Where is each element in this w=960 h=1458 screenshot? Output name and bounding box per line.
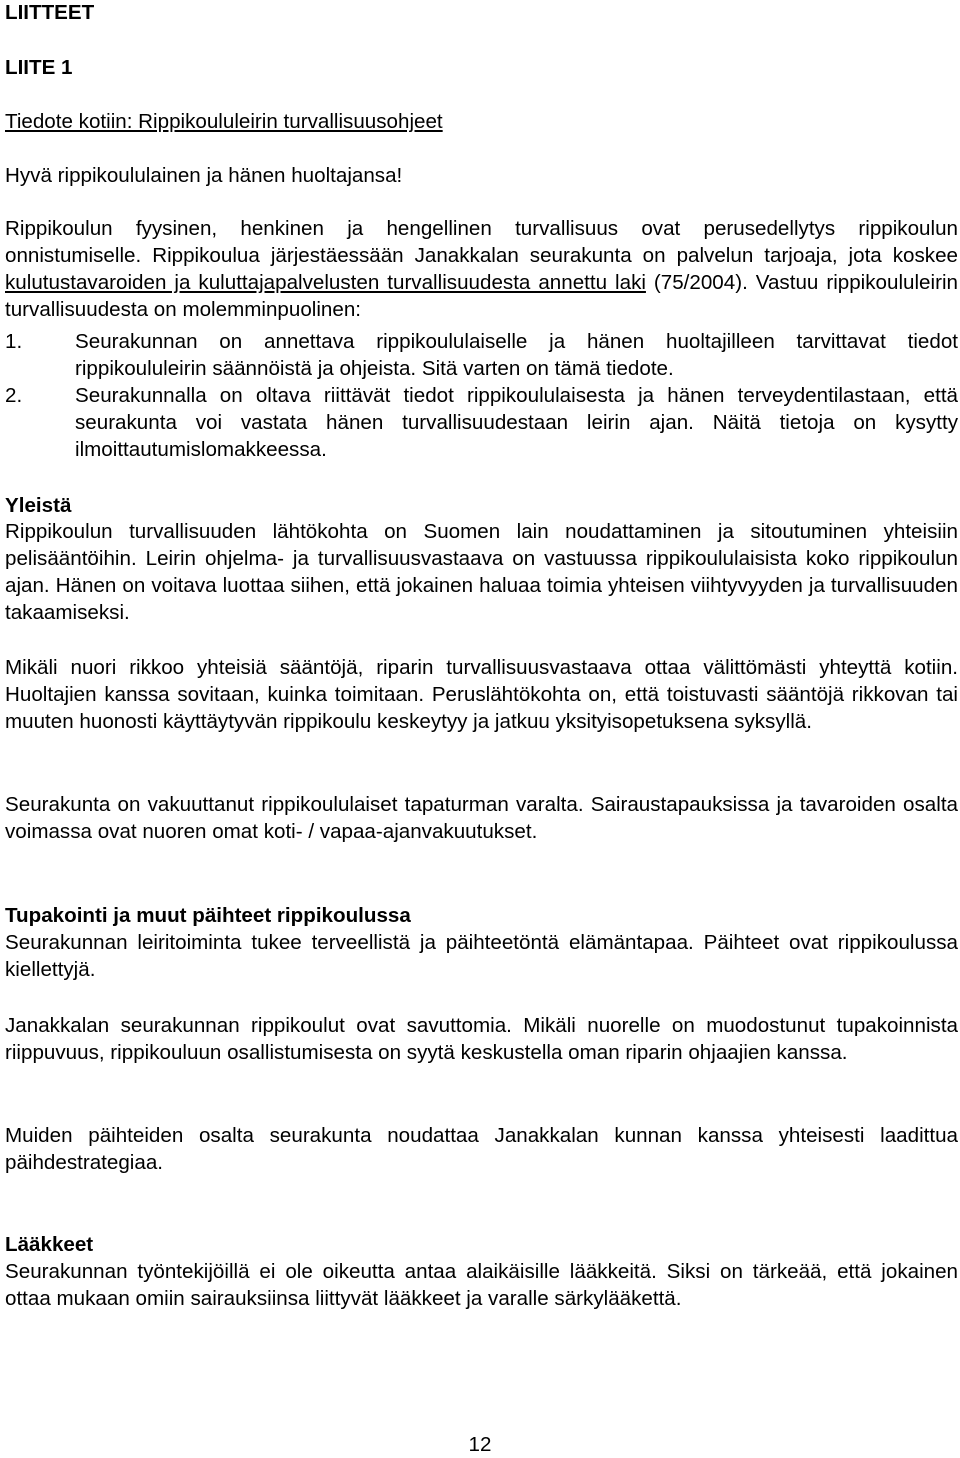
list-item xyxy=(5,382,958,463)
list-text: Seurakunnalla on oltava riittävät tiedot rippikoululaisesta ja hänen terveydentilastaan, että seurakunta voi vastata hänen turvallisuudestaan leirin ajan. Näitä tietoja on kysytty ilmoittautumislomakkeessa. xyxy=(75,384,958,461)
list-number: 1. xyxy=(5,330,23,353)
law-reference: kulutustavaroiden ja kuluttajapalvelusten turvallisuudesta annettu laki xyxy=(5,271,646,294)
page-number: 12 xyxy=(468,1433,492,1456)
general-paragraph-1: Rippikoulun turvallisuuden lähtökohta on Suomen lain noudattaminen ja sitoutuminen yhteisiin pelisääntöihin. Leirin ohjelma- ja turvallisuusvastaava on vastuussa rippikoululaisista koko rippikoulun ajan. Hänen on voitava luottaa siihen, että jokainen haluaa toimia yhteisen viihtyvyyden ja turvallisuuden takaamiseksi. xyxy=(5,520,958,624)
section-heading-general: Yleistä xyxy=(5,494,72,517)
intoxicants-paragraph-1: Seurakunnan leiritoiminta tukee terveellistä ja päihteetöntä elämäntapaa. Päihteet ovat rippikoulussa kiellettyjä. xyxy=(5,931,958,981)
appendix-heading: LIITE 1 xyxy=(5,56,73,79)
section-heading-medicines: Lääkkeet xyxy=(5,1233,94,1256)
general-paragraph-3: Seurakunta on vakuuttanut rippikoululaiset tapaturman varalta. Sairaustapauksissa ja tavaroiden osalta voimassa ovat nuoren omat koti- / vapaa-ajanvakuutukset. xyxy=(5,793,958,843)
list-text: Seurakunnan on annettava rippikoululaiselle ja hänen huoltajilleen tarvittavat tiedot rippikoululeirin säännöistä ja ohjeista. Sitä varten on tämä tiedote. xyxy=(75,330,958,380)
list-number: 2. xyxy=(5,384,23,407)
intro-text-part2: (75/2004). Vastuu rippikoululeirin turvallisuudesta on molemminpuolinen: xyxy=(5,271,958,321)
list-item xyxy=(5,328,958,382)
general-paragraph-2: Mikäli nuori rikkoo yhteisiä sääntöjä, riparin turvallisuusvastaava ottaa välittömästi yhteyttä kotiin. Huoltajien kanssa sovitaan, kuinka toimitaan. Peruslähtökohta on, että toistuvasti sääntöjä rikkovan tai muuten huonosti käyttäytyvän rippikoulu keskeytyy ja jatkuu yksityisopetuksena syksyllä. xyxy=(5,656,958,733)
document-title: LIITTEET xyxy=(5,1,95,24)
intoxicants-paragraph-3: Muiden päihteiden osalta seurakunta noudattaa Janakkalan kunnan kanssa yhteisesti laadittua päihdestrategiaa. xyxy=(5,1124,958,1174)
notice-title: Tiedote kotiin: Rippikoululeirin turvallisuusohjeet xyxy=(5,110,443,133)
greeting: Hyvä rippikoululainen ja hänen huoltajansa! xyxy=(5,164,403,187)
intro-paragraph xyxy=(5,215,958,323)
intoxicants-paragraph-2: Janakkalan seurakunnan rippikoulut ovat savuttomia. Mikäli nuorelle on muodostunut tupakoinnista riippuvuus, rippikouluun osallistumisesta on syytä keskustella oman riparin ohjaajien kanssa. xyxy=(5,1014,958,1064)
section-heading-intoxicants: Tupakointi ja muut päihteet rippikoulussa xyxy=(5,904,411,927)
intro-text-part1: Rippikoulun fyysinen, henkinen ja hengellinen turvallisuus ovat perusedellytys rippikoulun onnistumiselle. Rippikoulua järjestäessään Janakkalan seurakunta on palvelun tarjoaja, jota koskee xyxy=(5,217,958,267)
medicines-paragraph-1: Seurakunnan työntekijöillä ei ole oikeutta antaa alaikäisille lääkkeitä. Siksi on tärkeää, että jokainen ottaa mukaan omiin sairauksiinsa liittyvät lääkkeet ja varalle särkylääkettä. xyxy=(5,1260,958,1310)
